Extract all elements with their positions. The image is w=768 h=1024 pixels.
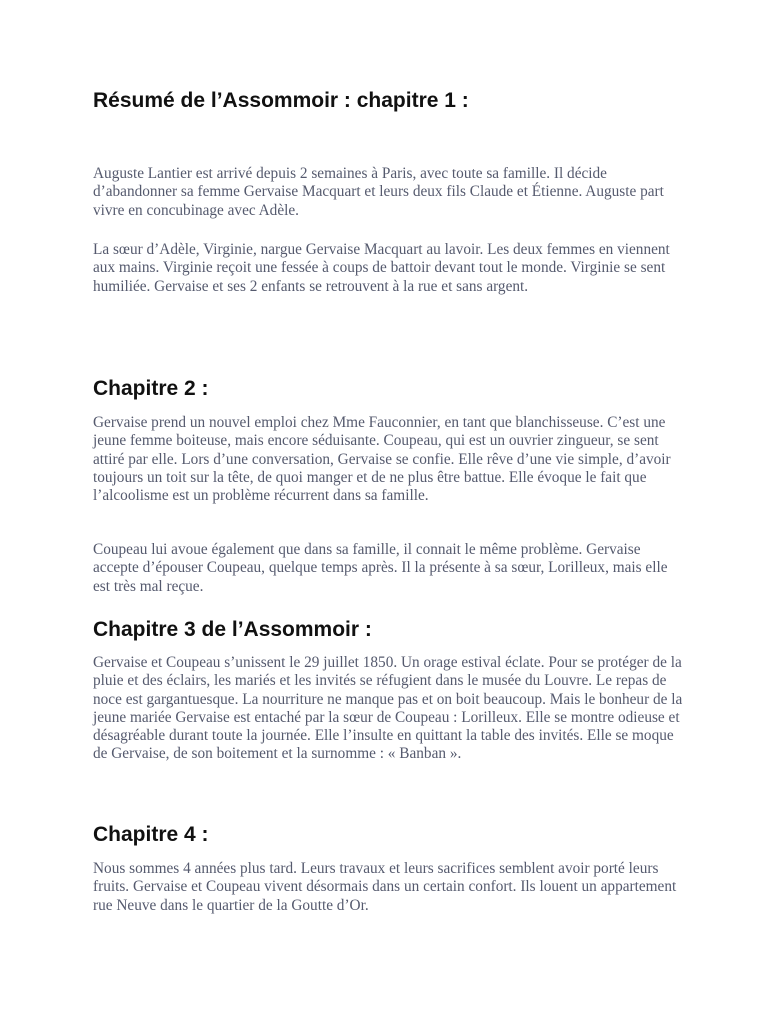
chapter1-paragraph-2: La sœur d’Adèle, Virginie, nargue Gervaise Macquart au lavoir. Les deux femmes en viennent aux mains. Virginie reçoit une fessée à coups de battoir devant tout le monde. Virginie se sent humiliée. Gervaise et ses 2 enfants se retrouvent à la rue et sans argent.	[93, 241, 670, 295]
chapter2-heading: Chapitre 2 :	[93, 377, 209, 400]
chapter3-heading: Chapitre 3 de l’Assommoir :	[93, 618, 372, 641]
chapter4-heading: Chapitre 4 :	[93, 823, 209, 846]
chapter4-paragraph-1: Nous sommes 4 années plus tard. Leurs travaux et leurs sacrifices semblent avoir porté leurs fruits. Gervaise et Coupeau vivent désormais dans un certain confort. Ils louent un appartement rue Neuve dans le quartier de la Goutte d’Or.	[93, 860, 677, 914]
chapter2-paragraph-1: Gervaise prend un nouvel emploi chez Mme Fauconnier, en tant que blanchisseuse. C’est une jeune femme boiteuse, mais encore séduisante. Coupeau, qui est un ouvrier zingueur, se sent attiré par elle. Lors d’une conversation, Gervaise se confie. Elle rêve d’une vie simple, d’avoir toujours un toit sur la tête, de quoi manger et de ne plus être battue. Elle évoque le fait que l’alcoolisme est un problème récurrent dans sa famille.	[93, 414, 671, 505]
chapter2-paragraph-2: Coupeau lui avoue également que dans sa famille, il connait le même problème. Gervaise accepte d’épouser Coupeau, quelque temps après. Il la présente à sa sœur, Lorilleux, mais elle est très mal reçue.	[93, 541, 668, 595]
page-title: Résumé de l’Assommoir : chapitre 1 :	[93, 89, 469, 112]
chapter3-paragraph-1: Gervaise et Coupeau s’unissent le 29 juillet 1850. Un orage estival éclate. Pour se protéger de la pluie et des éclairs, les mariés et les invités se réfugient dans le musée du Louvre. Le repas de noce est gargantuesque. La nourriture ne manque pas et on boit beaucoup. Mais le bonheur de la jeune mariée Gervaise est entaché par la sœur de Coupeau : Lorilleux. Elle se montre odieuse et désagréable durant toute la journée. Elle l’insulte en quittant la table des invités. Elle se moque de Gervaise, de son boitement et la surnomme : « Banban ».	[93, 654, 683, 763]
chapter1-paragraph-1: Auguste Lantier est arrivé depuis 2 semaines à Paris, avec toute sa famille. Il décide d’abandonner sa femme Gervaise Macquart et leurs deux fils Claude et Étienne. Auguste part vivre en concubinage avec Adèle.	[93, 165, 664, 219]
